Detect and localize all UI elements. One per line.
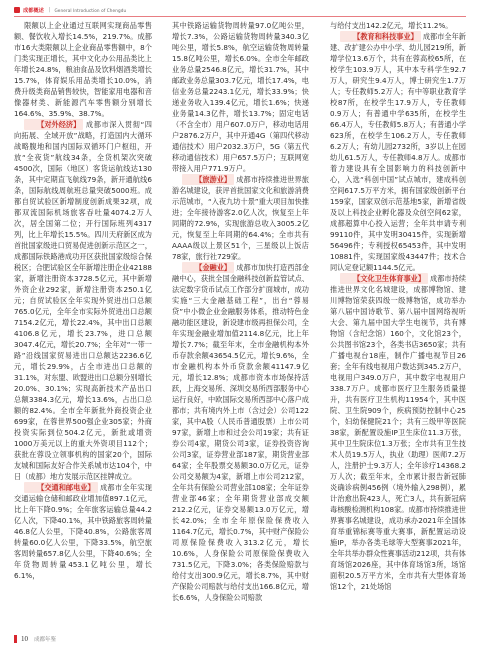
section-text: 成都市加快打造西部金融中心，获批全国金融科技创新监管试点、法定数字货币试点工作部分扩面城市，成功实施“三大金融基础工程”，出台“蓉易贷”中小微企业金融服务体系，推动特色金融功能区建设，新设建市级再担保公司，全年实现金融业增加值2114.8亿元，比上年增长7.7%；截至年末，全市金融机构本外币存款余额43654.5亿元，增长9.6%，全市金融机构本外币贷款余额41147.9亿元，增长12.8%；成都市资本市场保持活跃，上海交易所、深圳交易所西部服务中心运行良好，中欧国际交易所西部中心落户成都市；共有境内外上市（含过会）公司122家，其中A股（人民币普通股票）上市公司97家，新增上市和过会公司19家；共有证券公司4家，期货公司3家，证券投资咨询公司3家，证券营业部187家，期货营业部64家；全年股票交易额30.0万亿元，证券公司交易额为4家，新增上市公司212家，全年共有保险公司营业部108家；全年证券营业部46家；全年期货营业部成交额212.2亿元，证券交易额13.0万亿元，增长42.0%；全市全年原保险保费收入1164.7亿元，增长0.7%，其中财产保险公司原保险保费收入313.2亿元，增长10.6%，人身保险公司原保险保费收入731.5亿元，下降3.0%；各类保险赔款与给付支出300.9亿元，增长8.7%，其中财产保险公司赔款与给付支出166.8亿元，增长6.6%，人身保险公司赔款 xyxy=(172,263,309,602)
footer-bar-icon xyxy=(14,635,17,643)
section-text: 成都市持续推进世界文化名城建设，成都博物馆、建川博物馆荣获四级一级博物馆，成功举办第八届中国诗歌节、第八届中国网络视听大会、第九届中国大学生电视节，共有博物馆（含纪念馆）160个，文化馆23个，公共图书馆23个，各类书店3650家；共有广播电视台18座，制作广播电视节目26套；全年有线电视用户数达到345.2万户，电视用户349.0万户，其中数字电视用户338.7万户。成都市医疗卫生服务质量提升，共有医疗卫生机构11954个，其中医院、卫生院909个，疾病预防控制中心25个，妇幼保健院21个；共有三级甲等医院38家，新配置设施IP卫生床位11.3万张，其中卫生院床位1.3万张；全市共有卫生技术人员19.5万人，执业（助理）医师7.2万人，注册护士9.3万人；全年诊疗14368.2万人次；截至年末，全市累计报告新冠肺炎确诊病例456例（境外输入298例），累计治愈出院423人，死亡3人，共有新冠病毒核酸检测机构108家。成都市持续推进世界赛事名城建设，成功承办2021年全国体育举重锦标赛等重大赛事，新配置运动设施IP，举办各类毛球等大型赛事2021年，全年共举办群众性赛事活动212项，共有体育场馆2026座，其中体育场馆3所，场馆面积20.5万平方米，全市共有大型体育场馆12个，21处场馆 xyxy=(330,274,466,591)
page-number: 10 xyxy=(21,635,28,643)
section-tag: 【对外经济】 xyxy=(24,119,83,130)
running-footer xyxy=(14,633,56,645)
header-title: 成都概述 xyxy=(23,7,44,14)
section-foreign-economy xyxy=(14,119,152,482)
section-transport-postal xyxy=(14,482,152,581)
header-bookmark-icon xyxy=(14,7,20,13)
paragraph-retail: 限额以上企业通过互联网实现商品零售额、餐饮收入增长14.5%，219.7%。成都市16大类限额以上企业商品零售额中，8个门类实现正增长，其中文化办公用品类比上年增长24.8%，粮油食品及饮料烟酒类增长15.7%，体育娱乐用品类增长10.0%，消费升级类商品销售较快，智能家用电器和音像器材类、新能源汽车零售额分别增长164.6%、35.9%、38.7%。 xyxy=(14,21,152,118)
header-separator: | xyxy=(48,7,51,13)
section-text: 成都市深入贯彻“四向拓展、全域开放”战略，打造国内大循环战略腹地和国内国际双循环门户枢纽，开放“全夜货”航线34条，全货机架次突破4500次，国际（地区）客货运航线达130条，其中定期直飞航线79条，新开通航线6条，国际航线周航班总量突破5000班。成都自贸试验区新增制度创新成果32项，成都双流国际机场旅客吞吐量4074.2万人次，居全国第二位；开行国际班列4317列，比上年增长15.5%。四川天府新区成为首批国家级进口贸易促进创新示范区之一，成都国际铁路港成功开区获批国家级综合保税区；合肥试验区全年新增注册企业42188家，新增注册资本3728.5亿元，其中新增外资企业292家，新增注册资本250.1亿元；自贸试验区全年实现外贸进出口总额765.0亿元，全年全市实际外贸进出口总额7154.2亿元，增长22.4%，其中出口总额4106.8亿元，增长23.7%，进口总额3047.4亿元，增长20.7%；全年对“一带一路”沿线国家贸易进出口总额达2236.6亿元，增长29.9%，占全市进出口总额的31.1%，对东盟、欧盟进出口总额分别增长20.0%、30.1%；实现高新技术产品出口总额3384.3亿元，增长13.6%，占出口总额的82.4%。全市全年新批外商投资企业699家，在蓉世界500强企业305家；外商投资实际到位504.2亿元，新批或增资1000万美元以上的重大外资项目112个；获批在蓉设立领事机构的国家20个，国际友城和国际友好合作关系城市达104个，中日（成都）地方发展示范区挂牌成立。 xyxy=(14,120,152,481)
header-subtitle: General Introduction of Chengdu xyxy=(54,7,127,13)
paragraph-transport-cont: 其中铁路运输货物周转量97.0亿吨公里，增长7.3%，公路运输货物周转量340.3亿吨公里，增长5.8%，航空运输货物周转量15.8亿吨公里，增长6.0%。全市全年邮政业务总量2546.8亿元，增长31.7%，其中邮政业务总量303.7亿元，增长17.4%，电信业务总量2243.1亿元，增长33.9%；快递业务收入139.4亿元，增长1.6%；快递业务量14.3亿件，增长13.7%；固定电话（不含全市）用户607.0万户，移动电话用户2876.2万户，其中开通4G（第四代移动通信技术）用户2032.3万户，5G（第五代移动通信技术）用户657.5万户；互联网宽带接入用户771.9万户。 xyxy=(172,21,309,173)
section-tag: 【金融业】 xyxy=(182,262,234,273)
column-1 xyxy=(14,20,152,628)
section-tag: 【交通和邮电业】 xyxy=(24,482,98,493)
section-culture-health-sports xyxy=(330,273,466,592)
header-rule xyxy=(14,16,466,17)
paragraph-finance-cont: 与给付支出142.2亿元，增长11.2%。 xyxy=(330,21,453,30)
section-tag: 【文化卫生体育事业】 xyxy=(340,273,428,284)
column-2 xyxy=(172,20,309,628)
section-text: 成都市全年实现交通运输仓储和邮政业增加值897.1亿元，比上年下降0.9%；全年旅客运输总量44.2亿人次，下降40.1%，其中铁路旅客周转量46.8亿人公里，下降40.8%，公路旅客周转量60.0亿人公里，下降33.5%，航空旅客周转量657.8亿人公里，下降40.6%；全年货物周转量453.1亿吨公里，增长6.1%， xyxy=(14,483,152,580)
section-education-science xyxy=(330,31,466,273)
column-3 xyxy=(330,20,466,628)
section-text: 成都市全年新建、改扩建公办中小学、幼儿园219所，新增学位13.6万个，共有在蓉高校65所，在校学生103.9万人，其中本专科学生92.7万人，研究生9.4万人，博士研究生1.7万人；专任教师5.2万人；有中等职业教育学校87所，在校学生17.9万人，专任教师0.9万人；有普通中学635所，在校学生66.4万人，专任教师5.8万人；有普通小学623所，在校学生106.2万人，专任教师6.2万人；有幼儿园2732所，3岁以上在园幼儿61.5万人，专任教师4.8万人。成都市着力建设具有全国影响力的科技创新中心，入选“科创中国”试点城市，建成科创空间617.5万平方米，拥有国家级创新平台159家，国家双创示范基地5家，新增省级及以上科技企业孵化器及众创空间62家，成都超算中心投入运营；全年共申请专利99110件，其中发明30415件，实现新增56496件；专利授权65453件，其中发明10881件，实现国家级43447件；技术合同认定登记额1144.5亿元。 xyxy=(330,32,466,272)
section-finance xyxy=(172,262,309,603)
section-tourism xyxy=(172,174,309,262)
running-header xyxy=(14,4,126,16)
section-tag: 【教育和科技事业】 xyxy=(340,31,421,42)
section-text: 成都市持续推进世界旅游名城建设，获评首批国家文化和旅游消费示范城市，“入夜九坊十景”重大项目加快推进；全年接待游客2.0亿人次，恢复至上年同期的72.9%，实现旅游总收入3005.2亿元，恢复至上年同期的64.4%；全市共有AAAA级以上景区51个，三星级以上饭店78家，旅行社729家。 xyxy=(172,175,309,261)
footer-title: 成都年鉴 xyxy=(34,637,57,643)
section-tag: 【旅游业】 xyxy=(182,174,234,185)
